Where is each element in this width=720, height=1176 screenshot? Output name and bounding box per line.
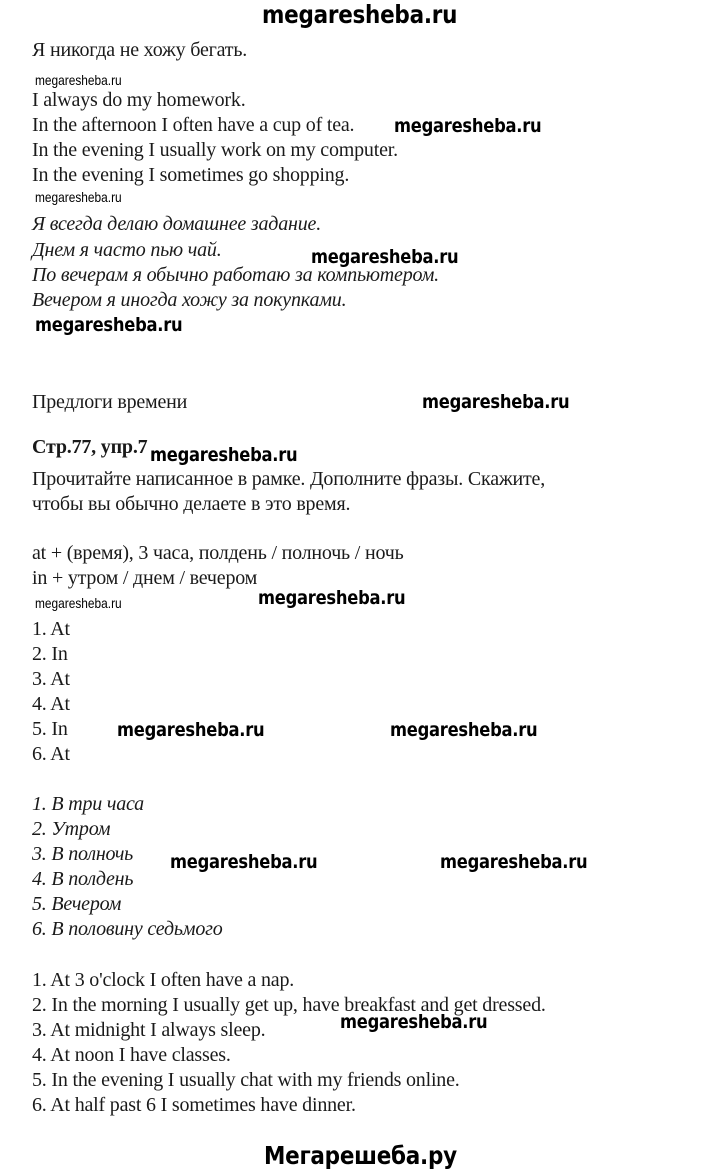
watermark-small: megaresheba.ru [35,595,122,611]
text-line: In the evening I usually work on my computer. [32,139,398,161]
text-line: Я никогда не хожу бегать. [32,39,248,61]
answer-item: 1. At [32,618,70,640]
sentence-item: 2. In the morning I usually get up, have breakfast and get dressed. [32,994,546,1016]
answer-ru-item: 2. Утром [32,818,111,840]
watermark: megaresheba.ru [422,391,570,413]
answer-item: 3. At [32,668,70,690]
footer-watermark: Мегарешеба.ру [264,1141,457,1170]
watermark: megaresheba.ru [311,246,459,268]
answer-ru-item: 6. В половину седьмого [32,918,223,940]
instruction-line: чтобы вы обычно делаете в это время. [32,493,351,515]
sentence-item: 3. At midnight I always sleep. [32,1019,266,1041]
watermark: megaresheba.ru [150,444,298,466]
rule-line: in + утром / днем / вечером [32,567,258,589]
watermark: megaresheba.ru [394,115,542,137]
watermark: megaresheba.ru [170,851,318,873]
answer-ru-item: 3. В полночь [32,843,134,865]
rule-line: at + (время), 3 часа, полдень / полночь / ночь [32,542,404,564]
text-line: In the afternoon I often have a cup of tea. [32,114,355,136]
exercise-heading: Стр.77, упр.7 [32,436,148,458]
watermark: megaresheba.ru [390,719,538,741]
section-title: Предлоги времени [32,391,188,413]
answer-ru-item: 4. В полдень [32,868,134,890]
watermark: megaresheba.ru [340,1011,488,1033]
watermark-small: megaresheba.ru [35,189,122,205]
sentence-item: 4. At noon I have classes. [32,1044,231,1066]
answer-item: 5. In [32,718,68,740]
watermark: megaresheba.ru [35,314,183,336]
watermark-small: megaresheba.ru [35,72,122,88]
answer-ru-item: 1. В три часа [32,793,144,815]
text-line: Вечером я иногда хожу за покупками. [32,289,347,311]
answer-ru-item: 5. Вечером [32,893,122,915]
answer-item: 2. In [32,643,68,665]
text-line: I always do my homework. [32,89,246,111]
text-line: In the evening I sometimes go shopping. [32,164,350,186]
watermark: megaresheba.ru [440,851,588,873]
sentence-item: 1. At 3 o'clock I often have a nap. [32,969,295,991]
instruction-line: Прочитайте написанное в рамке. Дополните фразы. Скажите, [32,468,546,490]
watermark: megaresheba.ru [258,587,406,609]
answer-item: 6. At [32,743,70,765]
sentence-item: 6. At half past 6 I sometimes have dinner. [32,1094,356,1116]
watermark: megaresheba.ru [117,719,265,741]
text-line: Я всегда делаю домашнее задание. [32,213,321,235]
text-line: По вечерам я обычно работаю за компьютером. [32,264,439,286]
header-watermark: megaresheba.ru [262,0,458,29]
answer-item: 4. At [32,693,70,715]
text-line: Днем я часто пью чай. [32,239,222,261]
sentence-item: 5. In the evening I usually chat with my friends online. [32,1069,460,1091]
